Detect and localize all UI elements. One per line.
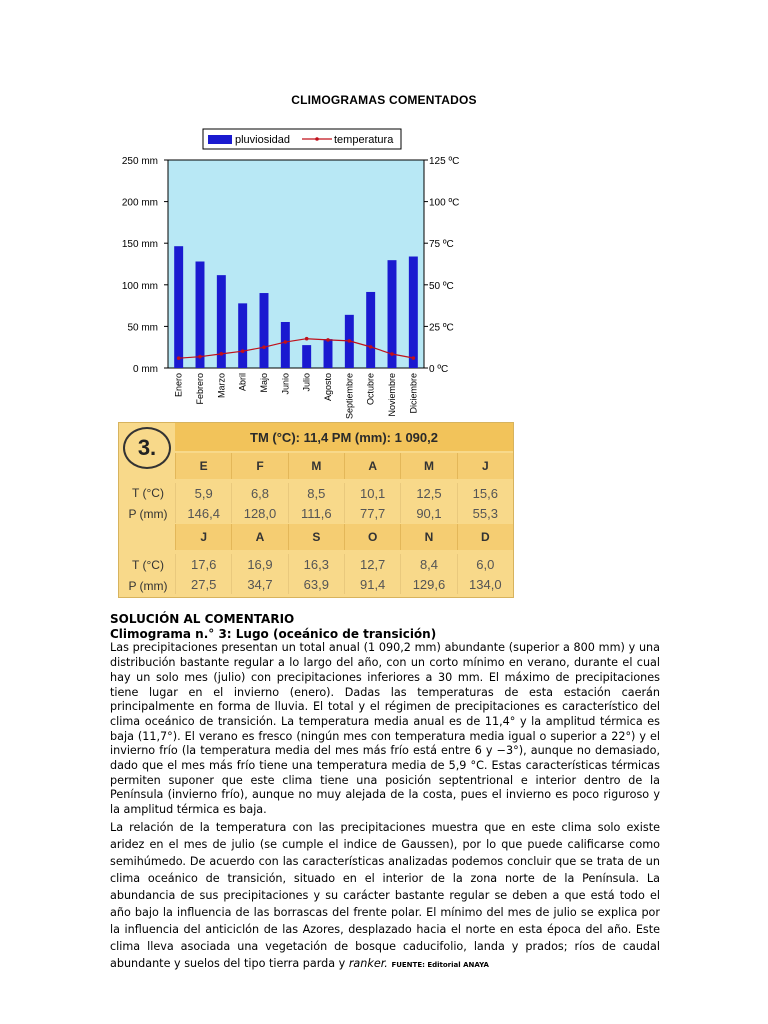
y-tick-label-right: 50 ºC xyxy=(429,280,454,292)
point-temperatura xyxy=(369,345,373,349)
precipitation-row-1 xyxy=(175,503,513,523)
precipitation-cell: 134,0 xyxy=(457,574,513,594)
x-axis-labels xyxy=(174,373,419,419)
row-label-precipitation: P (mm) xyxy=(128,507,168,521)
point-temperatura xyxy=(390,352,394,356)
month-cell: M xyxy=(400,453,456,479)
y-tick-label-left: 200 mm xyxy=(121,197,158,209)
x-tick-label: Julio xyxy=(301,373,312,392)
point-temperatura xyxy=(262,345,266,349)
bar-pluviosidad xyxy=(281,322,290,368)
y-axis-left xyxy=(122,156,168,375)
temperature-row-2 xyxy=(175,554,513,574)
x-tick-label: Enero xyxy=(173,373,184,398)
temperature-cell: 8,5 xyxy=(288,483,344,503)
x-tick-label: Majo xyxy=(259,373,269,393)
climogram-number: 3. xyxy=(123,427,171,469)
x-tick-label: Junio xyxy=(280,373,291,395)
paragraph-conclusion: La relación de la temperatura con las precipitaciones muestra que en este clima solo existe aridez en el mes de julio (se cumple el indice de Gaussen), por lo que puede calificarse como semihúmedo. De acuerdo con las características analizadas podemos concluir que se trata de un clima oceánico de transición, situado en el interior de la zona norte de la Península. La abundancia de sus precipitaciones y su carácter bastante regular se deben a que está todo el año bajo la influencia de las borrascas del frente polar. El mínimo del mes de julio se explica por la influencia del anticiclón de las Azores, desplazado hacia el norte en esta época del año. Este clima lleva asociada una vegetación de bosque caducifolio, landa y prados; ríos de caudal abundante y suelos del tipo tierra parda y ranker. FUENTE: Editorial ANAYA xyxy=(110,820,660,970)
y-tick-label-right: 125 ºC xyxy=(429,156,460,167)
source-credit: FUENTE: Editorial ANAYA xyxy=(391,960,489,969)
precipitation-cell: 90,1 xyxy=(400,503,456,523)
temperature-cell: 6,0 xyxy=(457,554,513,574)
row-label-temperature: T (°C) xyxy=(132,486,164,500)
month-cell: F xyxy=(231,453,287,479)
precipitation-cell: 34,7 xyxy=(231,574,287,594)
page-title: CLIMOGRAMAS COMENTADOS xyxy=(291,93,477,107)
y-tick-label-right: 75 ºC xyxy=(429,239,454,251)
bar-pluviosidad xyxy=(324,339,333,368)
x-tick-label: Diciembre xyxy=(408,373,419,414)
precipitation-cell: 27,5 xyxy=(175,574,231,594)
precipitation-cell: 77,7 xyxy=(344,503,400,523)
y-tick-label-right: 25 ºC xyxy=(429,322,454,334)
precipitation-cell: 91,4 xyxy=(344,574,400,594)
month-cell: S xyxy=(288,524,344,550)
bar-pluviosidad xyxy=(302,345,311,368)
paragraph-precipitation-temperature: Las precipitaciones presentan un total anual (1 090,2 mm) abundante (superior a 800 mm) y una distribución bastante regular a lo largo del año, con un corto mínimo en verano, durante el cual hay un solo mes (julio) con precipitaciones inferiores a 30 mm. El máximo de precipitaciones tiene lugar en el invierno (enero). Dadas las temperaturas de esta estación caerán principalmente en forma de lluvia. El total y el régimen de precipitaciones es característico del clima oceánico de transición. La temperatura media anual es de 11,4° y la amplitud térmica es baja (11,7°). El verano es fresco (ningún mes con temperatura media igual o superior a 22°) y el invierno frío (la temperatura media del mes más frío está entre 6 y −3°), aunque no demasiado, dado que el mes más frío tiene una temperatura media de 5,9 °C. Estas características térmicas permiten suponer que este clima tiene una posición septentrional e interior dentro de la Península (invierno frío), aunque no muy alejada de la costa, pues el invierno es poco riguroso y la amplitud térmica es baja. xyxy=(110,641,660,817)
x-tick-label: Febrero xyxy=(195,373,205,405)
month-cell: A xyxy=(231,524,287,550)
temperature-cell: 12,7 xyxy=(344,554,400,574)
temperature-cell: 5,9 xyxy=(175,483,231,503)
temperature-cell: 12,5 xyxy=(400,483,456,503)
point-temperatura xyxy=(326,338,330,342)
month-cell: J xyxy=(457,453,513,479)
precipitation-cell: 55,3 xyxy=(457,503,513,523)
month-row-2 xyxy=(175,524,513,550)
y-tick-label-right: 0 ºC xyxy=(429,364,449,375)
bar-pluviosidad xyxy=(409,257,418,368)
point-temperatura xyxy=(305,337,309,341)
point-temperatura xyxy=(284,340,288,344)
temperature-row-1 xyxy=(175,483,513,503)
climogram-chart xyxy=(118,126,478,421)
y-tick-label-left: 50 mm xyxy=(127,322,158,334)
x-tick-label: Agosto xyxy=(323,373,333,402)
point-temperatura xyxy=(348,339,352,343)
y-tick-label-left: 150 mm xyxy=(121,239,158,251)
month-cell: D xyxy=(457,524,513,550)
temperature-cell: 8,4 xyxy=(400,554,456,574)
table-header: TM (°C): 11,4 PM (mm): 1 090,2 xyxy=(175,423,513,451)
point-temperatura xyxy=(241,349,245,353)
y-tick-label-left: 250 mm xyxy=(121,156,158,167)
temperature-cell: 16,9 xyxy=(231,554,287,574)
point-temperatura xyxy=(177,356,181,360)
precipitation-cell: 129,6 xyxy=(400,574,456,594)
precipitation-cell: 146,4 xyxy=(175,503,231,523)
point-temperatura xyxy=(198,355,202,359)
temperature-cell: 10,1 xyxy=(344,483,400,503)
bar-pluviosidad xyxy=(238,303,247,368)
y-axis-right xyxy=(424,156,459,375)
temperature-cell: 16,3 xyxy=(288,554,344,574)
month-cell: E xyxy=(175,453,231,479)
point-temperatura xyxy=(412,356,416,360)
y-tick-label-left: 100 mm xyxy=(121,280,158,292)
legend-swatch-pluviosidad xyxy=(208,135,232,144)
month-row-1 xyxy=(175,453,513,479)
climate-data-table xyxy=(118,422,514,598)
solution-heading: SOLUCIÓN AL COMENTARIO xyxy=(110,612,295,626)
temperature-cell: 17,6 xyxy=(175,554,231,574)
commentary-section xyxy=(110,612,660,974)
precipitation-row-2 xyxy=(175,574,513,594)
y-tick-label-right: 100 ºC xyxy=(429,197,460,209)
temperature-cell: 6,8 xyxy=(231,483,287,503)
ranker-term: ranker. xyxy=(348,956,388,970)
legend-label-pluviosidad: pluviosidad xyxy=(235,134,291,146)
y-tick-label-left: 0 mm xyxy=(133,364,158,375)
temperature-cell: 15,6 xyxy=(457,483,513,503)
x-tick-label: Octubre xyxy=(365,373,376,406)
precipitation-cell: 111,6 xyxy=(288,503,344,523)
bar-pluviosidad xyxy=(196,262,205,368)
chart-legend xyxy=(203,129,401,149)
month-cell: J xyxy=(175,524,231,550)
precipitation-cell: 63,9 xyxy=(288,574,344,594)
x-tick-label: Septiembre xyxy=(344,373,355,420)
x-tick-label: Abril xyxy=(237,373,248,392)
point-temperatura xyxy=(220,352,224,356)
row-label-precipitation-2: P (mm) xyxy=(128,579,168,593)
month-cell: N xyxy=(400,524,456,550)
legend-label-temperatura: temperatura xyxy=(334,134,394,146)
row-label-temperature-2: T (°C) xyxy=(132,558,164,572)
solution-subheading: Climograma n.° 3: Lugo (oceánico de transición) xyxy=(110,626,437,641)
plot-area xyxy=(168,160,424,368)
x-tick-label: Noviembre xyxy=(387,373,397,417)
month-cell: A xyxy=(344,453,400,479)
bar-pluviosidad xyxy=(260,293,269,368)
bar-pluviosidad xyxy=(366,292,375,368)
month-cell: O xyxy=(344,524,400,550)
bar-pluviosidad xyxy=(174,246,183,368)
x-tick-label: Marzo xyxy=(216,373,227,399)
month-cell: M xyxy=(288,453,344,479)
precipitation-cell: 128,0 xyxy=(231,503,287,523)
bar-pluviosidad xyxy=(388,260,397,368)
